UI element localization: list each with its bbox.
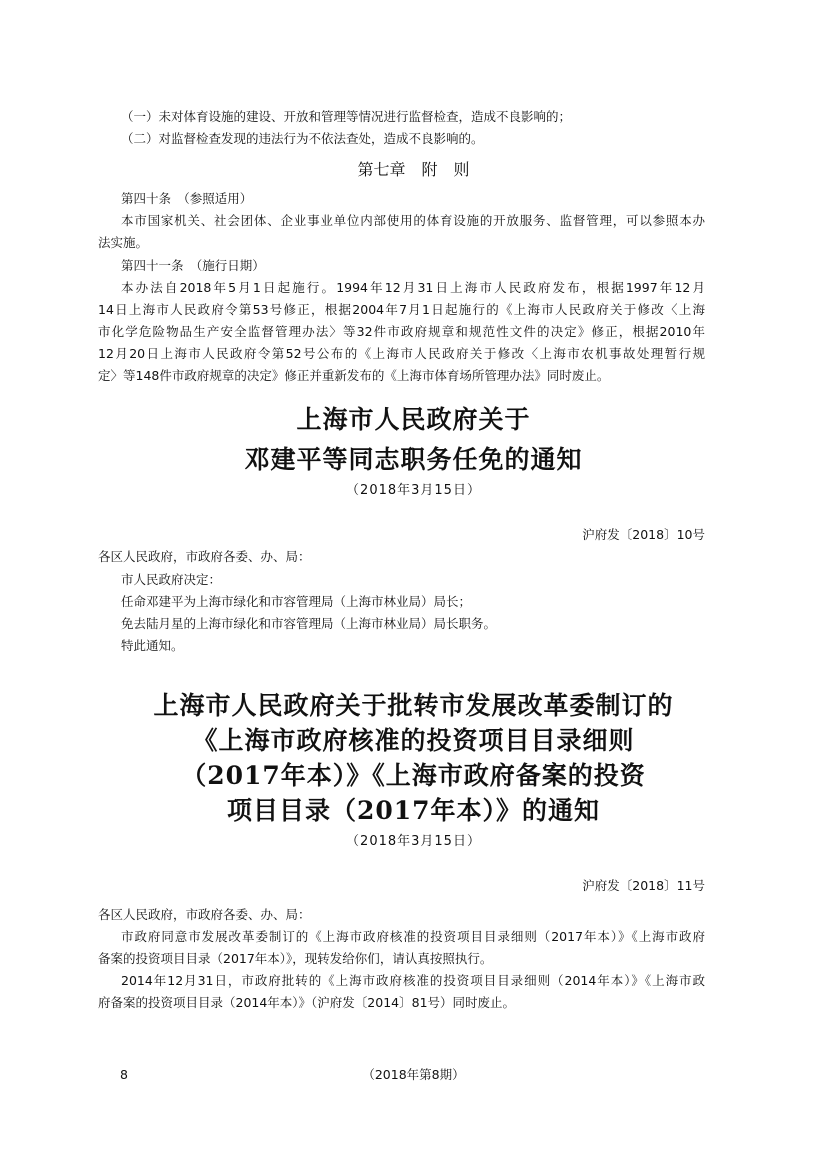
paragraph-line: 免去陆月星的上海市绿化和市容管理局（上海市林业局）局长职务。 (121, 616, 497, 631)
notice-title: （2017年本）》《上海市政府备案的投资 (181, 761, 646, 790)
paragraph-line: 市化学危险物品生产安全监督管理办法〉等32件市政府规章和规范性文件的决定》修正，根据2010年 (98, 324, 705, 339)
paragraph-line: 12月20日上海市人民政府令第52号公布的《上海市人民政府关于修改〈上海市农机事故处理暂行规 (98, 346, 705, 361)
list-item: （一）未对体育设施的建设、开放和管理等情况进行监督检查，造成不良影响的； (121, 109, 572, 124)
paragraph-line: 特此通知。 (121, 638, 184, 653)
paragraph-line: 任命邓建平为上海市绿化和市容管理局（上海市林业局）局长； (121, 594, 472, 609)
paragraph-line: 市人民政府决定： (121, 572, 222, 587)
notice-title: 上海市人民政府关于批转市发展改革委制订的 (153, 691, 674, 720)
article-heading: 第四十一条 （施行日期） (121, 258, 265, 273)
paragraph-line: 14日上海市人民政府令第53号修正，根据2004年7月1日起施行的《上海市人民政府关于修改〈上海 (98, 302, 705, 317)
paragraph-line: 府备案的投资项目目录（2014年本）》（沪府发〔2014〕81号）同时废止。 (98, 995, 516, 1010)
doc-number: 沪府发〔2018〕10号 (582, 527, 705, 542)
notice-date: （2018年3月15日） (346, 483, 481, 498)
paragraph-line: 本市国家机关、社会团体、企业事业单位内部使用的体育设施的开放服务、监督管理，可以参照本办 (121, 213, 705, 228)
chapter-heading: 第七章 附 则 (357, 160, 470, 179)
page-number: 8 (120, 1067, 128, 1082)
notice-title: 项目目录（2017年本）》的通知 (226, 796, 601, 825)
paragraph-line: 本办法自2018年5月1日起施行。1994年12月31日上海市人民政府发布，根据1997年12月 (121, 280, 705, 295)
notice-title: 邓建平等同志职务任免的通知 (244, 445, 583, 474)
paragraph-line: 备案的投资项目目录（2017年本）》，现转发给你们，请认真按照执行。 (98, 951, 493, 966)
paragraph-line: 定〉等148件市政府规章的决定》修正并重新发布的《上海市体育场所管理办法》同时废止。 (98, 368, 610, 383)
notice-title: 上海市人民政府关于 (296, 405, 531, 434)
paragraph-line: 法实施。 (98, 235, 149, 250)
list-item: （二）对监督检查发现的违法行为不依法查处，造成不良影响的。 (121, 131, 484, 146)
paragraph-line: 2014年12月31日，市政府批转的《上海市政府核准的投资项目目录细则（2014年本）》《上海市政 (121, 973, 705, 988)
paragraph-line: 市政府同意市发展改革委制订的《上海市政府核准的投资项目目录细则（2017年本）》《上海市政府 (121, 929, 705, 944)
doc-number: 沪府发〔2018〕11号 (582, 878, 705, 893)
notice-date: （2018年3月15日） (346, 834, 481, 849)
addressee: 各区人民政府，市政府各委、办、局： (98, 907, 311, 922)
issue-label: （2018年第8期） (362, 1067, 465, 1082)
addressee: 各区人民政府，市政府各委、办、局： (98, 549, 311, 564)
article-heading: 第四十条 （参照适用） (121, 191, 253, 206)
notice-title: 《上海市政府核准的投资项目目录细则 (192, 726, 635, 755)
